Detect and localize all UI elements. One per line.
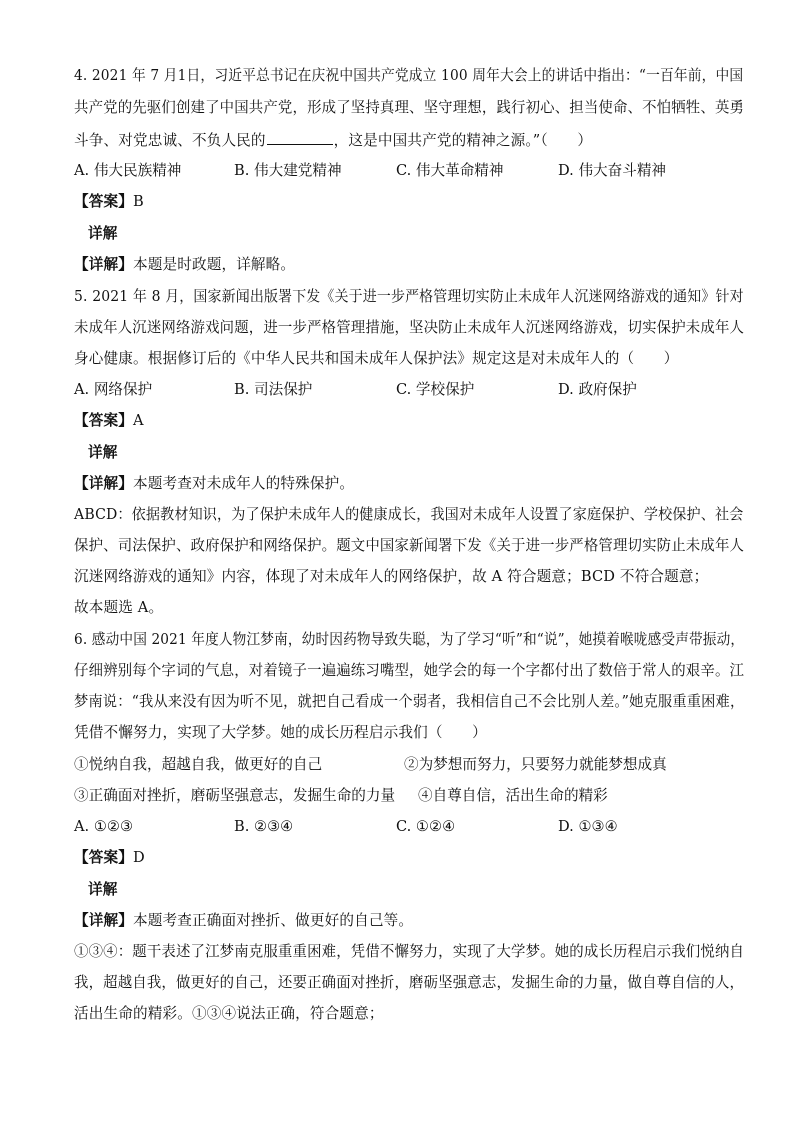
q6-analysis-line-3: 活出生命的精彩。①③④说法正确，符合题意；	[74, 1005, 384, 1022]
q5-stem-line-1: 5. 2021 年 8 月，国家新闻出版署下发《关于进一步严格管理切实防止未成年人沉迷网络游戏的通知》针对	[74, 288, 744, 305]
q4-answer-tag: 【答案】	[74, 193, 133, 210]
q5-analysis-line-4: 故本题选 A。	[74, 599, 164, 616]
q6-stem-line-2: 仔细辨别每个字词的气息，对着镜子一遍遍练习嘴型，她学会的每一个字都付出了数倍于常人的艰辛。江	[74, 662, 745, 679]
q4-stem-before-blank: 斗争、对党忠诚、不负人民的	[74, 132, 266, 149]
q5-option-d: D. 政府保护	[558, 381, 637, 398]
q5-stem-line-2: 未成年人沉迷网络游戏问题，进一步严格管理措施，坚决防止未成年人沉迷网络游戏，切实保护未成年人	[74, 319, 745, 336]
q5-answer-value: A	[132, 412, 144, 429]
q6-analysis-line-2: 我，超越自我，做更好的自己，还要正确面对挫折，磨砺坚强意志，发掘生命的力量，做自尊自信的人，	[74, 974, 745, 991]
q4-fill-blank	[267, 130, 333, 145]
q5-option-c: C. 学校保护	[396, 381, 475, 398]
q5-answer	[74, 411, 724, 431]
q6-statement-1: ①悦纳自我，超越自我，做更好的自己	[74, 756, 323, 773]
q6-detail-heading: 详解	[88, 881, 118, 898]
q4-detail-heading: 详解	[88, 225, 118, 242]
q4-detail-tag: 【详解】	[74, 256, 133, 273]
q5-analysis-line-3: 沉迷网络游戏的通知》内容，体现了对未成年人的网络保护，故 A 符合题意；BCD 不符合题意；	[74, 568, 709, 585]
q5-detail-text: 本题考查对未成年人的特殊保护。	[132, 475, 355, 492]
q6-detail-text: 本题考查正确面对挫折、做更好的自己等。	[132, 912, 414, 929]
q5-detail	[74, 474, 724, 494]
q6-option-a: A. ①②③	[74, 818, 134, 835]
q5-stem-line-3: 身心健康。根据修订后的《中华人民共和国未成年人保护法》规定这是对未成年人的（ ）	[74, 350, 679, 367]
q4-answer	[74, 192, 724, 212]
q6-option-d: D. ①③④	[558, 818, 618, 835]
q6-stem-line-1: 6. 感动中国 2021 年度人物江梦南，幼时因药物导致失聪，为了学习“听”和“说”，她摸着喉咙感受声带振动，	[74, 631, 745, 648]
q5-analysis-line-2: 保护、司法保护、政府保护和网络保护。题文中国家新闻署下发《关于进一步严格管理切实防止未成年人	[74, 537, 745, 554]
q4-detail-text: 本题是时政题，详解略。	[132, 256, 296, 273]
q4-answer-value: B	[132, 193, 144, 210]
q4-stem-after-blank: ，这是中国共产党的精神之源。”（ ）	[333, 132, 593, 149]
q6-detail	[74, 911, 724, 931]
q6-detail-tag: 【详解】	[74, 912, 133, 929]
q4-stem-line-1: 4. 2021 年 7 月1日，习近平总书记在庆祝中国共产党成立 100 周年大会上的讲话中指出：“一百年前，中国	[74, 67, 744, 84]
q4-stem-line-2: 共产党的先驱们创建了中国共产党，形成了坚持真理、坚守理想，践行初心、担当使命、不怕牺牲、英勇	[74, 99, 745, 116]
q6-statement-3: ③正确面对挫折，磨砺坚强意志，发掘生命的力量	[74, 787, 396, 804]
q6-answer	[74, 848, 724, 868]
q5-detail-heading: 详解	[88, 444, 118, 461]
q6-statement-4: ④自尊自信，活出生命的精彩	[418, 787, 608, 804]
q4-option-b: B. 伟大建党精神	[234, 162, 342, 179]
q6-statement-2: ②为梦想而努力，只要努力就能梦想成真	[404, 756, 667, 773]
q5-detail-tag: 【详解】	[74, 475, 133, 492]
q5-answer-tag: 【答案】	[74, 412, 133, 429]
q6-answer-tag: 【答案】	[74, 849, 133, 866]
q5-option-b: B. 司法保护	[234, 381, 313, 398]
q4-option-c: C. 伟大革命精神	[396, 162, 504, 179]
q4-option-d: D. 伟大奋斗精神	[558, 162, 667, 179]
q6-option-b: B. ②③④	[234, 818, 294, 835]
q4-detail	[74, 255, 724, 275]
q4-option-a: A. 伟大民族精神	[74, 162, 182, 179]
q6-option-c: C. ①②④	[396, 818, 456, 835]
q5-option-a: A. 网络保护	[74, 381, 153, 398]
q5-analysis-line-1: ABCD：依据教材知识，为了保护未成年人的健康成长，我国对未成年人设置了家庭保护、学校保护、社会	[74, 506, 744, 523]
q6-answer-value: D	[132, 849, 145, 866]
q4-stem-line-3	[74, 130, 724, 151]
q6-stem-line-4: 凭借不懈努力，实现了大学梦。她的成长历程启示我们（ ）	[74, 724, 487, 741]
q6-stem-line-3: 梦南说：“我从来没有因为听不见，就把自己看成一个弱者，我相信自己不会比别人差。”她克服重重困难，	[74, 693, 745, 710]
q6-analysis-line-1: ①③④：题干表述了江梦南克服重重困难，凭借不懈努力，实现了大学梦。她的成长历程启示我们悦纳自	[74, 943, 745, 960]
